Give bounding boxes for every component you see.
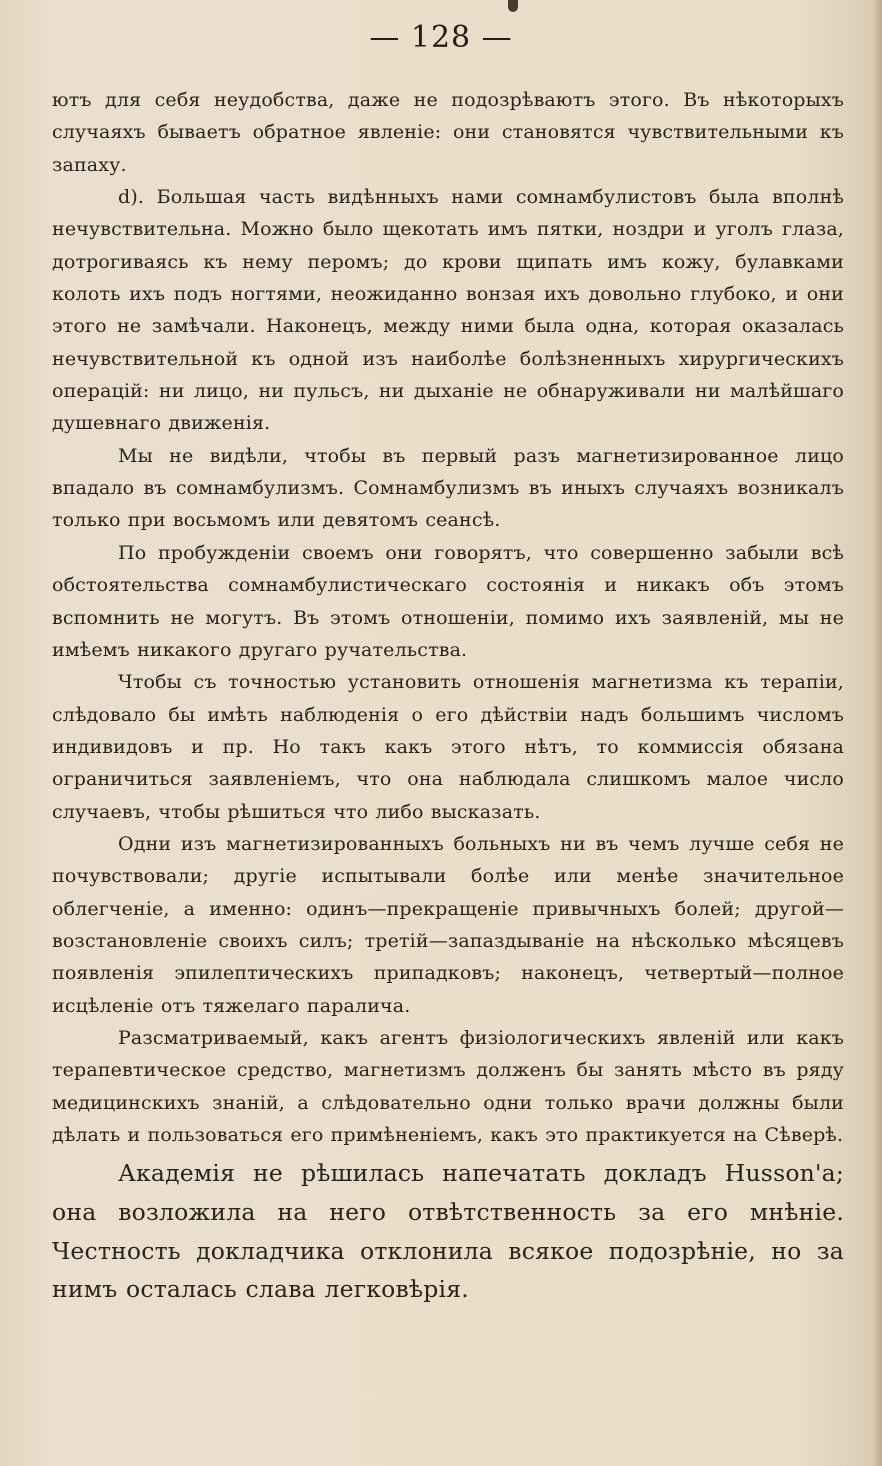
paragraph-first-seance: Мы не видѣли, чтобы въ первый разъ магнетизированное лицо впадало въ сомнамбулизмъ. Сомнамбулизмъ въ иныхъ случаяхъ возникалъ только при восьмомъ или девятомъ сеансѣ. <box>52 444 844 532</box>
paragraph-medicine: Разсматриваемый, какъ агентъ физіологическихъ явленій или какъ терапевтическое средство, магнетизмъ долженъ бы занять мѣсто въ ряду медицинскихъ знаній, а слѣдовательно одни только врачи должны были дѣлать и пользоваться его примѣненіемъ, какъ это практикуется на Сѣверѣ. <box>52 1026 844 1146</box>
body-text <box>52 84 844 1309</box>
ink-blot <box>508 0 518 12</box>
page-number: — 128 — <box>369 20 513 55</box>
paragraph-patients: Одни изъ магнетизированныхъ больныхъ ни въ чемъ лучше себя не почувствовали; другіе испытывали болѣе или менѣе значительное облегченіе, а именно: одинъ—прекращеніе привычныхъ болей; другой—возстановленіе своихъ силъ; третій—запаздываніе на нѣсколько мѣсяцевъ появленія эпилептическихъ припадковъ; наконецъ, четвертый—полное исцѣленіе отъ тяжелаго паралича. <box>52 832 844 1017</box>
page-edge-shadow <box>872 0 882 1466</box>
paragraph-academy: Академія не рѣшилась напечатать докладъ Husson'а; она возложила на него отвѣтственность за его мнѣніе. Честность докладчика отклонила всякое подозрѣніе, но за нимъ осталась слава легковѣрія. <box>52 1159 844 1304</box>
paragraph-therapy: Чтобы съ точностью установить отношенія магнетизма къ терапіи, слѣдовало бы имѣть наблюденія о его дѣйствіи надъ большимъ числомъ индивидовъ и пр. Но такъ какъ этого нѣтъ, то коммиссія обязана ограничиться заявленіемъ, что она наблюдала слишкомъ малое число случаевъ, чтобы рѣшиться что либо высказать. <box>52 671 844 823</box>
paragraph-continuation: ютъ для себя неудобства, даже не подозрѣваютъ этого. Въ нѣкоторыхъ случаяхъ бываетъ обратное явленіе: они становятся чувствительными къ запаху. <box>52 89 844 176</box>
paragraph-awakening: По пробужденіи своемъ они говорятъ, что совершенно забыли всѣ обстоятельства сомнамбулистическаго состоянія и никакъ объ этомъ вспомнить не могутъ. Въ этомъ отношеніи, помимо ихъ заявленій, мы не имѣемъ никакого другаго ручательства. <box>52 541 844 661</box>
paragraph-sensitivity: d). Большая часть видѣнныхъ нами сомнамбулистовъ была вполнѣ нечувствительна. Можно было щекотать имъ пятки, ноздри и уголъ глаза, дотрогиваясь къ нему перомъ; до крови щипать имъ кожу, булавками колоть ихъ подъ ногтями, неожиданно вонзая ихъ довольно глубоко, и они этого не замѣчали. Наконецъ, между ними была одна, которая оказалась нечувствительной къ одной изъ наиболѣе болѣзненныхъ хирургическихъ операцій: ни лицо, ни пульсъ, ни дыханіе не обнаруживали ни малѣйшаго душевнаго движенія. <box>52 186 844 435</box>
